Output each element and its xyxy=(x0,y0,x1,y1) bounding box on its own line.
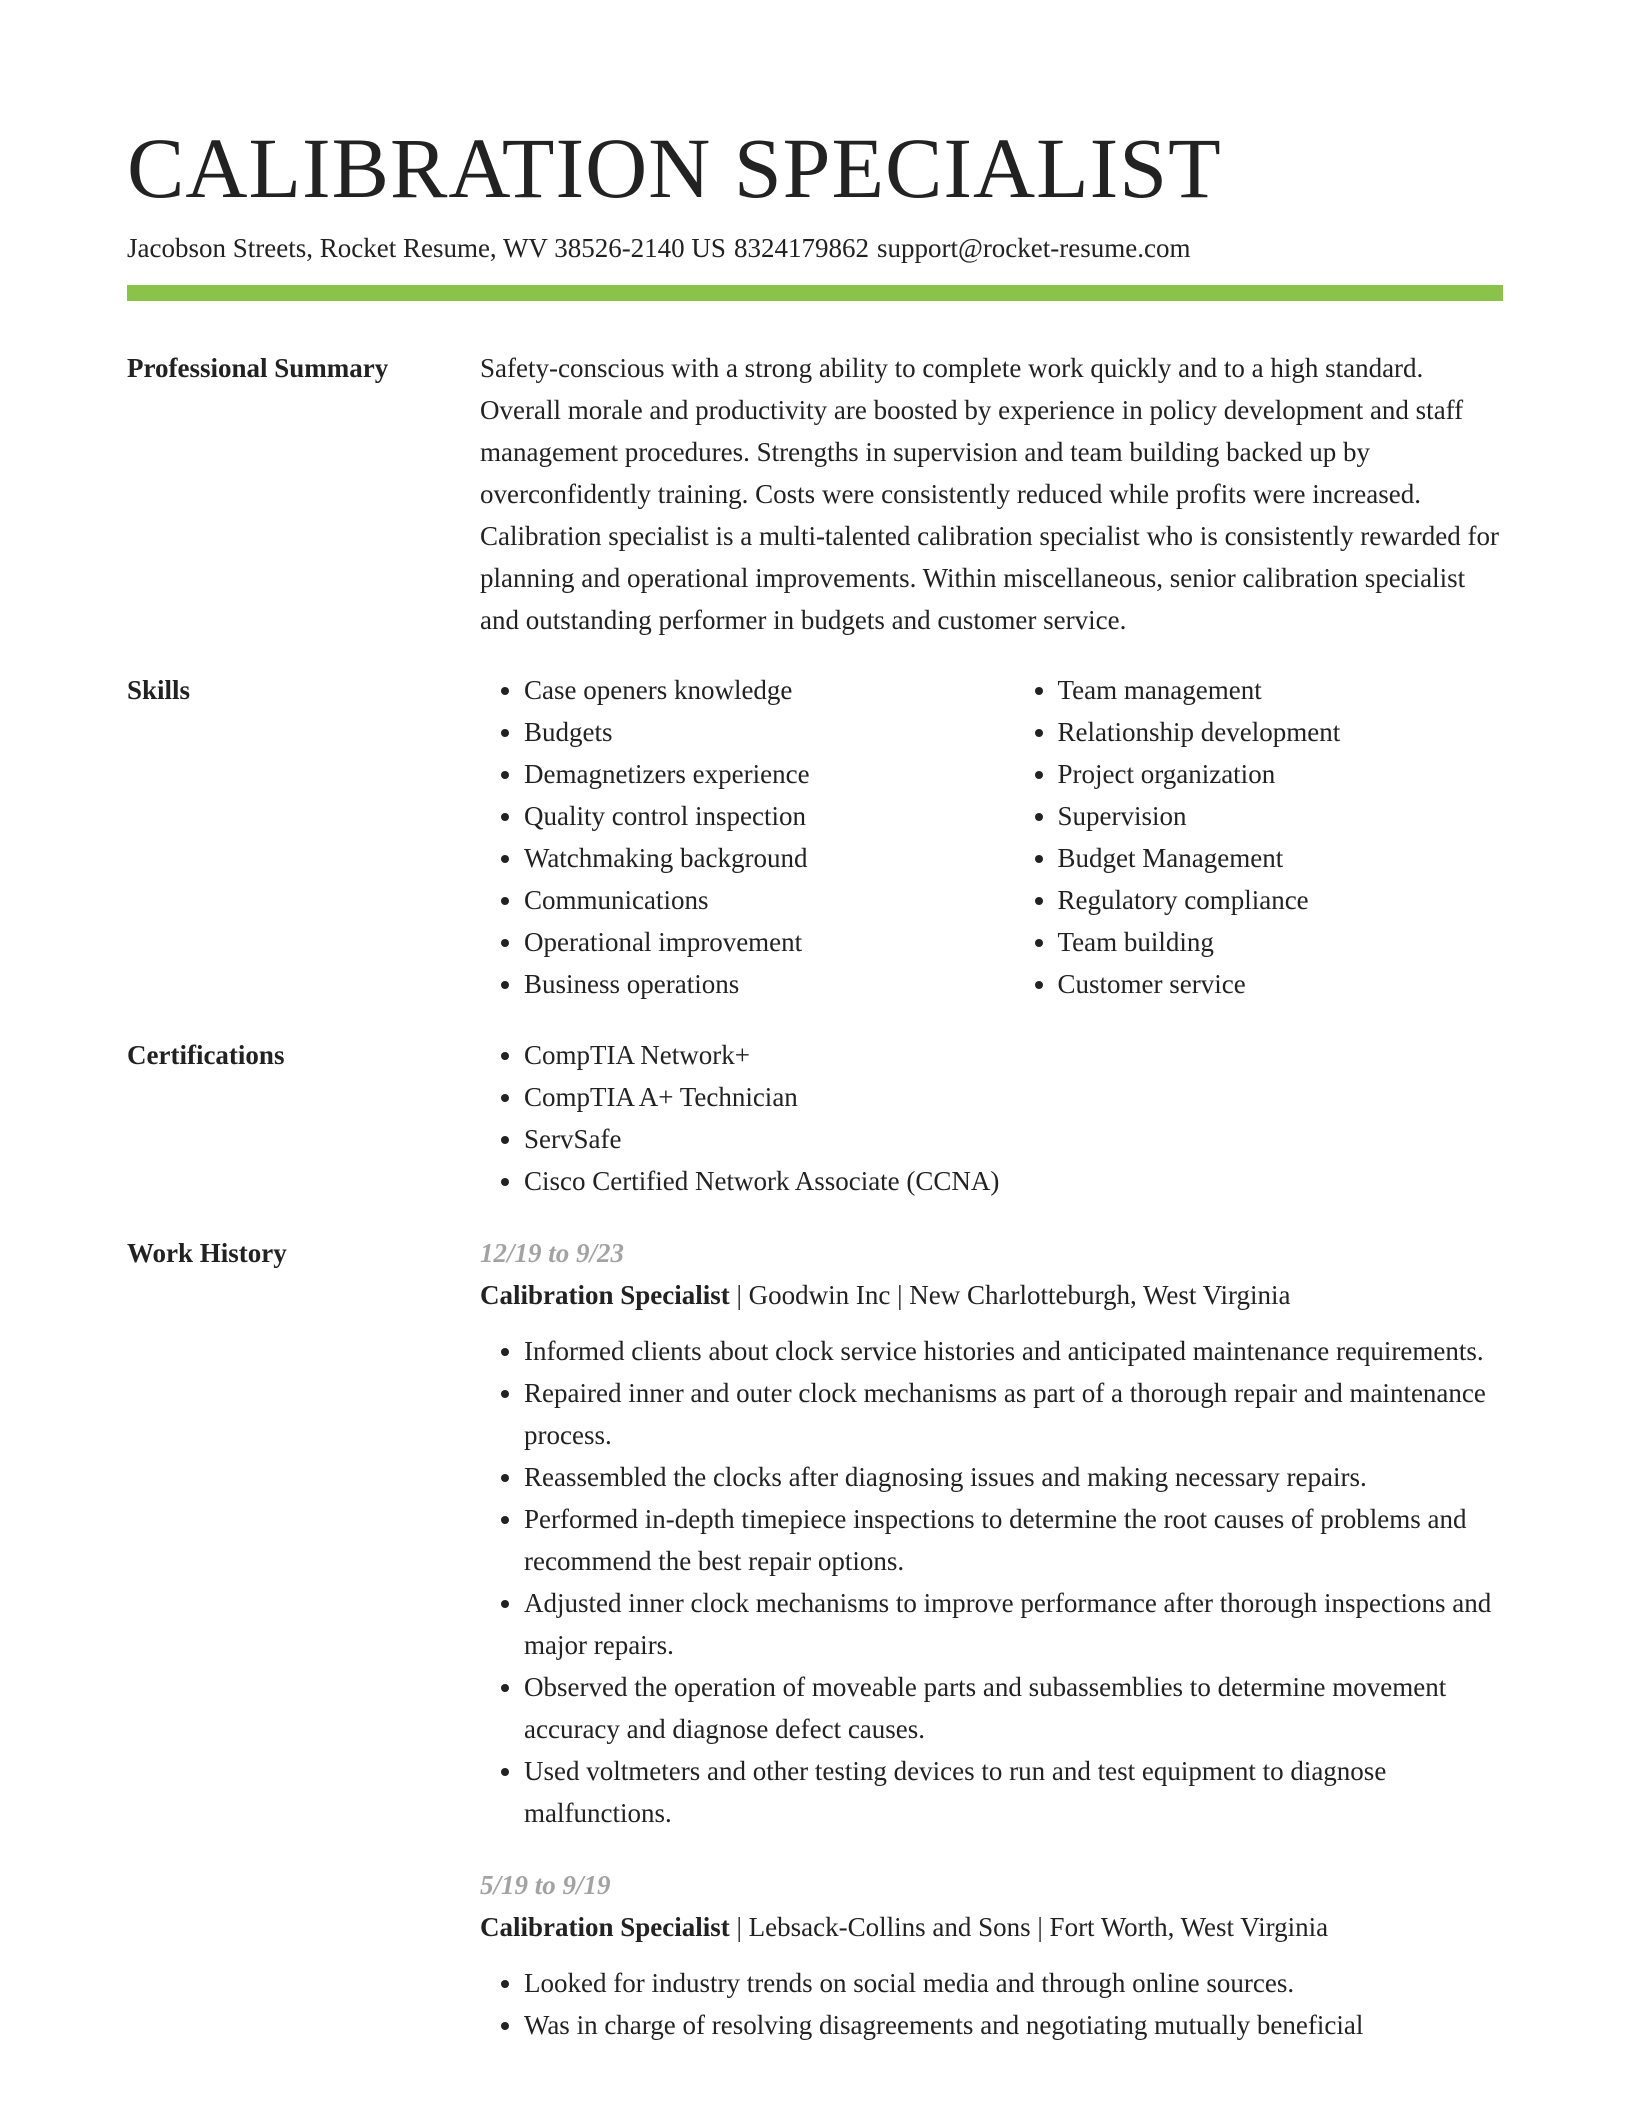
job-bullet: • Reassembled the clocks after diagnosing issues and making necessary repairs. xyxy=(524,1456,1503,1498)
job-title: Calibration Specialist xyxy=(480,1280,730,1310)
job-bullet: • Looked for industry trends on social media and through online sources. xyxy=(524,1962,1503,2004)
certification-item: • Cisco Certified Network Associate (CCNA) xyxy=(524,1160,1503,1202)
contact-line xyxy=(127,230,1198,266)
job-bullet: • Performed in-depth timepiece inspections to determine the root causes of problems and recommend the best repair options. xyxy=(524,1498,1503,1582)
skill-item: • Watchmaking background xyxy=(524,837,970,879)
job-bullet: • Adjusted inner clock mechanisms to improve performance after thorough inspections and major repairs. xyxy=(524,1582,1503,1666)
skill-item: • Operational improvement xyxy=(524,921,970,963)
certification-item: • ServSafe xyxy=(524,1118,1503,1160)
summary-heading: Professional Summary xyxy=(127,353,389,383)
certification-item: • CompTIA A+ Technician xyxy=(524,1076,1503,1118)
job-bullet: • Used voltmeters and other testing devices to run and test equipment to diagnose malfunctions. xyxy=(524,1750,1503,1834)
work-history-heading: Work History xyxy=(127,1238,287,1268)
skill-item: • Demagnetizers experience xyxy=(524,753,970,795)
job-bullet: • Observed the operation of moveable parts and subassemblies to determine movement accuracy and diagnose defect causes. xyxy=(524,1666,1503,1750)
skill-item: • Customer service xyxy=(1058,963,1504,1005)
job-dates: 12/19 to 9/23 xyxy=(480,1238,625,1268)
certifications-heading: Certifications xyxy=(127,1040,285,1070)
skills-body xyxy=(480,669,1503,1005)
job-dates: 5/19 to 9/19 xyxy=(480,1870,611,1900)
skill-item: • Budget Management xyxy=(1058,837,1504,879)
job-employer-location: | Goodwin Inc | New Charlotteburgh, West Virginia xyxy=(729,1280,1291,1310)
skill-item: • Regulatory compliance xyxy=(1058,879,1504,921)
summary-text: Safety-conscious with a strong ability to complete work quickly and to a high standard. Overall morale and productivity are boosted by experience in policy development and staff management procedures. Strengths in supervision and team building backed up by overconfidently training. Costs were consistently reduced while profits were increased. Calibration specialist is a multi-talented calibration specialist who is consistently rewarded for planning and operational improvements. Within miscellaneous, senior calibration specialist and outstanding performer in budgets and customer service. xyxy=(480,353,1499,635)
skill-item: • Quality control inspection xyxy=(524,795,970,837)
certifications-body xyxy=(480,1034,1503,1202)
work-history-body xyxy=(480,1232,1503,2046)
contact-email: support@rocket-resume.com xyxy=(876,233,1191,263)
summary-body xyxy=(480,347,1503,641)
job-title-line xyxy=(480,1906,1503,1948)
job-bullet: • Informed clients about clock service histories and anticipated maintenance requirements. xyxy=(524,1330,1503,1372)
skills-list-left xyxy=(480,669,970,1005)
job-entry xyxy=(480,1864,1503,2046)
job-title: Calibration Specialist xyxy=(480,1912,730,1942)
skill-item: • Case openers knowledge xyxy=(524,669,970,711)
contact-address: Jacobson Streets, Rocket Resume, WV 38526-2140 US xyxy=(127,233,726,263)
certification-item: • CompTIA Network+ xyxy=(524,1034,1503,1076)
skill-item: • Budgets xyxy=(524,711,970,753)
job-bullet: • Was in charge of resolving disagreements and negotiating mutually beneficial xyxy=(524,2004,1503,2046)
skill-item: • Business operations xyxy=(524,963,970,1005)
job-title-line xyxy=(480,1274,1503,1316)
skills-heading: Skills xyxy=(127,675,191,705)
contact-phone: 8324179862 xyxy=(733,233,869,263)
skill-item: • Team building xyxy=(1058,921,1504,963)
job-bullet: • Repaired inner and outer clock mechanisms as part of a thorough repair and maintenance process. xyxy=(524,1372,1503,1456)
job-bullets xyxy=(480,1330,1503,1834)
skill-item: • Relationship development xyxy=(1058,711,1504,753)
certifications-list xyxy=(480,1034,1503,1202)
skill-item: • Project organization xyxy=(1058,753,1504,795)
job-bullets xyxy=(480,1962,1503,2046)
header-divider xyxy=(127,285,1503,301)
skill-item: • Supervision xyxy=(1058,795,1504,837)
skill-item: • Communications xyxy=(524,879,970,921)
resume-name: CALIBRATION SPECIALIST xyxy=(127,120,1222,216)
skills-list-right xyxy=(1014,669,1504,1005)
skill-item: • Team management xyxy=(1058,669,1504,711)
job-employer-location: | Lebsack-Collins and Sons | Fort Worth, West Virginia xyxy=(729,1912,1329,1942)
job-entry xyxy=(480,1232,1503,1834)
